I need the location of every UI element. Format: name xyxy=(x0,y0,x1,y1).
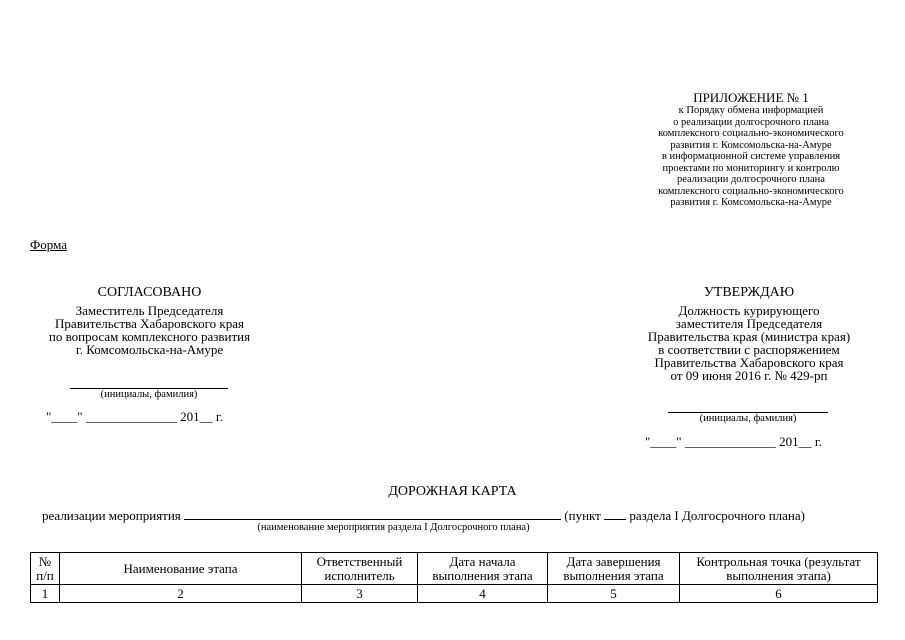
agreed-line: по вопросам комплексного развития xyxy=(48,329,251,344)
appendix-line: комплексного социально-экономического xyxy=(658,185,844,197)
form-label: Форма xyxy=(30,237,67,252)
table-row xyxy=(31,585,878,603)
col-header-responsible: Ответственный исполнитель xyxy=(302,553,418,585)
appendix-line: развития г. Комсомольска-на-Амуре xyxy=(670,197,832,208)
approved-line: от 09 июня 2016 г. № 429-рп xyxy=(670,368,828,383)
roadmap-middle: (пункт xyxy=(564,508,601,523)
agreed-date-line: "____" ______________ 201__ г. xyxy=(46,409,223,424)
agreed-signature-caption: (инициалы, фамилия) xyxy=(100,389,198,400)
col-header-end-date: Дата завершения выполнения этапа xyxy=(548,553,680,585)
approved-date-line: "____" ______________ 201__ г. xyxy=(645,434,822,449)
approved-line: Правительства края (министра края) xyxy=(647,329,851,344)
approved-line: в соответствии с распоряжением xyxy=(658,342,840,357)
approved-line: Правительства Хабаровского края xyxy=(654,355,844,370)
appendix-line: комплексного социально-экономического xyxy=(658,128,844,139)
agreed-line: Заместитель Председателя xyxy=(75,303,224,318)
table-cell: 2 xyxy=(60,585,302,603)
point-number-blank xyxy=(604,507,626,520)
approved-line: Должность курирующего xyxy=(678,303,820,318)
table-cell: 4 xyxy=(418,585,548,603)
table-header-row xyxy=(31,553,878,585)
approved-block xyxy=(618,286,880,382)
col-header-checkpoint: Контрольная точка (результат выполнения этапа) xyxy=(680,553,878,585)
roadmap-prefix: реализации мероприятия xyxy=(42,508,181,523)
appendix-line: к Порядку обмена информацией xyxy=(678,105,824,116)
roadmap-table xyxy=(30,552,878,603)
event-name-blank xyxy=(184,507,561,520)
approved-signature-caption: (инициалы, фамилия) xyxy=(699,413,797,424)
appendix-title: ПРИЛОЖЕНИЕ № 1 xyxy=(693,90,809,105)
agreed-line: Правительства Хабаровского края xyxy=(55,316,244,331)
appendix-block xyxy=(620,90,882,209)
col-header-number: № п/п xyxy=(31,553,60,585)
table-cell: 5 xyxy=(548,585,680,603)
table-cell: 6 xyxy=(680,585,878,603)
table-cell: 1 xyxy=(31,585,60,603)
roadmap-suffix: раздела I Долгосрочного плана) xyxy=(629,508,805,523)
approved-line: заместителя Председателя xyxy=(675,316,823,331)
agreed-heading: СОГЛАСОВАНО xyxy=(97,285,202,300)
appendix-line: проектами по мониторингу и контролю xyxy=(662,162,840,174)
col-header-stage-name: Наименование этапа xyxy=(60,553,302,585)
appendix-line: реализации долгосрочного плана xyxy=(677,174,825,185)
agreed-block xyxy=(22,286,277,356)
appendix-line: в информационной системе управления xyxy=(661,151,841,162)
approved-heading: УТВЕРЖДАЮ xyxy=(703,285,795,300)
appendix-line: о реализации долгосрочного плана xyxy=(673,116,829,128)
roadmap-caption: (наименование мероприятия раздела I Долгосрочного плана) xyxy=(257,522,530,533)
col-header-start-date: Дата начала выполнения этапа xyxy=(418,553,548,585)
table-cell: 3 xyxy=(302,585,418,603)
appendix-line: развития г. Комсомольска-на-Амуре xyxy=(670,139,832,151)
agreed-line: г. Комсомольска-на-Амуре xyxy=(75,342,224,357)
roadmap-title: ДОРОЖНАЯ КАРТА xyxy=(388,484,517,499)
